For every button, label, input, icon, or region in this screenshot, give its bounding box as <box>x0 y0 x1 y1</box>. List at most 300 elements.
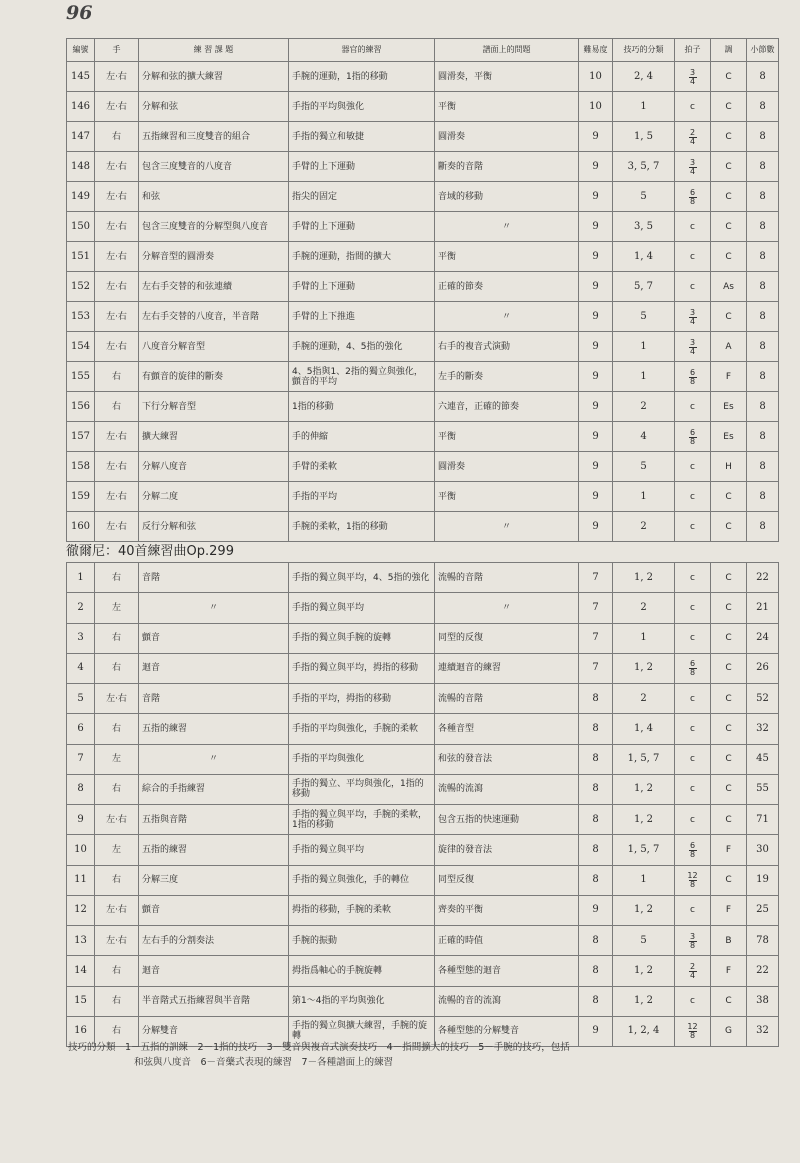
exercise-number: 11 <box>67 865 95 895</box>
hand-cell: 右 <box>95 774 139 804</box>
column-header: 拍子 <box>675 39 711 62</box>
topic-cell: 包含三度雙音的分解型與八度音 <box>139 212 289 242</box>
hand-cell: 左·右 <box>95 92 139 122</box>
score-cell: 圓滑奏 <box>435 452 579 482</box>
fraction: $\frac{6}{8}$ <box>689 840 696 859</box>
table-row <box>67 653 779 683</box>
topic-cell: 八度音分解音型 <box>139 332 289 362</box>
key-cell: C <box>711 744 747 774</box>
exercise-number: 4 <box>67 653 95 683</box>
exercise-table-1 <box>66 38 779 542</box>
difficulty-cell: 7 <box>579 623 613 653</box>
topic-cell: 左右手交替的八度音，半音階 <box>139 302 289 332</box>
topic-cell: 五指與音階 <box>139 805 289 835</box>
hand-cell: 右 <box>95 563 139 593</box>
time-signature-cell: c <box>675 563 711 593</box>
table-row <box>67 835 779 865</box>
key-cell: B <box>711 926 747 956</box>
fraction: $\frac{6}{8}$ <box>689 367 696 386</box>
difficulty-cell: 9 <box>579 452 613 482</box>
time-signature-cell: c <box>675 684 711 714</box>
technique-cell: 1, 2 <box>613 895 675 925</box>
hand-cell: 左·右 <box>95 212 139 242</box>
exercise-number: 1 <box>67 563 95 593</box>
technique-cell: 2, 4 <box>613 62 675 92</box>
fraction: $\frac{3}{4}$ <box>689 67 696 86</box>
exercise-number: 157 <box>67 422 95 452</box>
time-signature-cell: c <box>675 212 711 242</box>
key-cell: A <box>711 332 747 362</box>
hand-cell: 左·右 <box>95 272 139 302</box>
difficulty-cell: 8 <box>579 986 613 1016</box>
bars-cell: 25 <box>747 895 779 925</box>
key-cell: C <box>711 182 747 212</box>
hand-cell: 左·右 <box>95 302 139 332</box>
score-cell: 〃 <box>435 212 579 242</box>
column-header: 技巧的分類 <box>613 39 675 62</box>
organ-cell: 手臂的上下運動 <box>289 152 435 182</box>
organ-cell: 手指的獨立與強化，手的轉位 <box>289 865 435 895</box>
key-cell: C <box>711 865 747 895</box>
topic-cell: 迴音 <box>139 956 289 986</box>
fraction: $\frac{2}{4}$ <box>689 961 696 980</box>
technique-cell: 1, 2, 4 <box>613 1016 675 1046</box>
organ-cell: 指尖的固定 <box>289 182 435 212</box>
hand-cell: 右 <box>95 392 139 422</box>
bars-cell: 32 <box>747 714 779 744</box>
difficulty-cell: 9 <box>579 182 613 212</box>
bars-cell: 8 <box>747 362 779 392</box>
difficulty-cell: 9 <box>579 512 613 542</box>
table-row <box>67 482 779 512</box>
score-cell: 和弦的發音法 <box>435 744 579 774</box>
key-cell: C <box>711 62 747 92</box>
score-cell: 平衡 <box>435 482 579 512</box>
hand-cell: 右 <box>95 1016 139 1046</box>
organ-cell: 手指的獨立和敏捷 <box>289 122 435 152</box>
topic-cell: 顫音 <box>139 623 289 653</box>
technique-cell: 1 <box>613 362 675 392</box>
key-cell: C <box>711 482 747 512</box>
key-cell: H <box>711 452 747 482</box>
column-header: 譜面上的問題 <box>435 39 579 62</box>
topic-cell: 分解二度 <box>139 482 289 512</box>
exercise-number: 7 <box>67 744 95 774</box>
exercise-number: 150 <box>67 212 95 242</box>
technique-cell: 2 <box>613 684 675 714</box>
hand-cell: 左·右 <box>95 684 139 714</box>
organ-cell: 手指的獨立、平均與強化，1指的移動 <box>289 774 435 804</box>
organ-cell: 手指的獨立與平均，手腕的柔軟，1指的移動 <box>289 805 435 835</box>
topic-cell: 分解八度音 <box>139 452 289 482</box>
table-row <box>67 92 779 122</box>
key-cell: F <box>711 362 747 392</box>
difficulty-cell: 7 <box>579 593 613 623</box>
exercise-number: 159 <box>67 482 95 512</box>
time-signature-cell: c <box>675 272 711 302</box>
bars-cell: 45 <box>747 744 779 774</box>
score-cell: 音域的移動 <box>435 182 579 212</box>
organ-cell: 手臂的柔軟 <box>289 452 435 482</box>
exercise-number: 158 <box>67 452 95 482</box>
exercise-number: 8 <box>67 774 95 804</box>
score-cell: 正確的時值 <box>435 926 579 956</box>
bars-cell: 8 <box>747 152 779 182</box>
bars-cell: 26 <box>747 653 779 683</box>
technique-cell: 2 <box>613 593 675 623</box>
difficulty-cell: 9 <box>579 212 613 242</box>
technique-cell: 1, 2 <box>613 653 675 683</box>
organ-cell: 手指的平均與強化，手腕的柔軟 <box>289 714 435 744</box>
technique-cell: 1 <box>613 865 675 895</box>
difficulty-cell: 9 <box>579 392 613 422</box>
difficulty-cell: 9 <box>579 152 613 182</box>
table-row <box>67 714 779 744</box>
technique-cell: 1, 2 <box>613 956 675 986</box>
time-signature-cell: c <box>675 452 711 482</box>
key-cell: C <box>711 684 747 714</box>
table-row <box>67 62 779 92</box>
technique-cell: 1 <box>613 482 675 512</box>
technique-cell: 1 <box>613 623 675 653</box>
hand-cell: 右 <box>95 623 139 653</box>
exercise-number: 148 <box>67 152 95 182</box>
difficulty-cell: 8 <box>579 714 613 744</box>
technique-cell: 5 <box>613 926 675 956</box>
technique-cell: 1, 5, 7 <box>613 835 675 865</box>
topic-cell: 左右手的分割奏法 <box>139 926 289 956</box>
key-cell: C <box>711 593 747 623</box>
time-signature-cell <box>675 122 711 152</box>
exercise-number: 160 <box>67 512 95 542</box>
section-title: 徹爾尼：40首練習曲Op.299 <box>66 544 234 559</box>
organ-cell: 第1～4指的平均與強化 <box>289 986 435 1016</box>
column-header: 難易度 <box>579 39 613 62</box>
score-cell: 各種型態的分解雙音 <box>435 1016 579 1046</box>
difficulty-cell: 9 <box>579 272 613 302</box>
bars-cell: 8 <box>747 122 779 152</box>
score-cell: 圓滑奏 <box>435 122 579 152</box>
technique-cell: 5, 7 <box>613 272 675 302</box>
table-row <box>67 272 779 302</box>
score-cell: 平衡 <box>435 92 579 122</box>
bars-cell: 22 <box>747 956 779 986</box>
exercise-number: 3 <box>67 623 95 653</box>
bars-cell: 30 <box>747 835 779 865</box>
key-cell: C <box>711 152 747 182</box>
score-cell: 包含五指的快速運動 <box>435 805 579 835</box>
table-row <box>67 182 779 212</box>
organ-cell: 手指的平均與強化 <box>289 744 435 774</box>
time-signature-cell <box>675 332 711 362</box>
organ-cell: 手腕的運動，4、5指的強化 <box>289 332 435 362</box>
bars-cell: 8 <box>747 272 779 302</box>
score-cell: 齊奏的平衡 <box>435 895 579 925</box>
exercise-number: 156 <box>67 392 95 422</box>
bars-cell: 8 <box>747 212 779 242</box>
exercise-number: 9 <box>67 805 95 835</box>
footnote-line-1: 技巧的分類 1－五指的訓練 2－1指的技巧 3－雙音與複音式演奏技巧 4－指間擴大的技巧 5－手腕的技巧，包括 <box>68 1042 570 1053</box>
organ-cell: 手臂的上下推進 <box>289 302 435 332</box>
topic-cell: 綜合的手指練習 <box>139 774 289 804</box>
hand-cell: 右 <box>95 714 139 744</box>
column-header: 調 <box>711 39 747 62</box>
difficulty-cell: 9 <box>579 122 613 152</box>
topic-cell: 分解雙音 <box>139 1016 289 1046</box>
key-cell: C <box>711 986 747 1016</box>
table-row <box>67 563 779 593</box>
topic-cell: 包含三度雙音的八度音 <box>139 152 289 182</box>
time-signature-cell: c <box>675 92 711 122</box>
table-row <box>67 392 779 422</box>
exercise-number: 151 <box>67 242 95 272</box>
time-signature-cell <box>675 62 711 92</box>
difficulty-cell: 10 <box>579 62 613 92</box>
table-row <box>67 512 779 542</box>
hand-cell: 右 <box>95 362 139 392</box>
exercise-number: 5 <box>67 684 95 714</box>
difficulty-cell: 10 <box>579 92 613 122</box>
topic-cell: 分解和弦 <box>139 92 289 122</box>
bars-cell: 71 <box>747 805 779 835</box>
topic-cell: 音階 <box>139 684 289 714</box>
page-number: 96 <box>66 2 93 24</box>
hand-cell: 左 <box>95 744 139 774</box>
bars-cell: 8 <box>747 92 779 122</box>
difficulty-cell: 8 <box>579 835 613 865</box>
exercise-number: 149 <box>67 182 95 212</box>
time-signature-cell <box>675 152 711 182</box>
footnote-line-2: 和弦與八度音 6－音藥式表現的練習 7－各種譜面上的練習 <box>134 1057 394 1068</box>
exercise-number: 154 <box>67 332 95 362</box>
difficulty-cell: 9 <box>579 362 613 392</box>
bars-cell: 8 <box>747 452 779 482</box>
difficulty-cell: 9 <box>579 332 613 362</box>
topic-cell: 分解三度 <box>139 865 289 895</box>
exercise-number: 15 <box>67 986 95 1016</box>
hand-cell: 左·右 <box>95 895 139 925</box>
fraction: $\frac{6}{8}$ <box>689 659 696 678</box>
exercise-number: 13 <box>67 926 95 956</box>
hand-cell: 左·右 <box>95 926 139 956</box>
key-cell: As <box>711 272 747 302</box>
difficulty-cell: 9 <box>579 302 613 332</box>
difficulty-cell: 9 <box>579 242 613 272</box>
key-cell: C <box>711 302 747 332</box>
organ-cell: 手腕的運動，1指的移動 <box>289 62 435 92</box>
table-row <box>67 986 779 1016</box>
key-cell: F <box>711 956 747 986</box>
technique-cell: 5 <box>613 452 675 482</box>
score-cell: 左手的斷奏 <box>435 362 579 392</box>
table-row <box>67 332 779 362</box>
organ-cell: 手臂的上下運動 <box>289 272 435 302</box>
time-signature-cell <box>675 422 711 452</box>
bars-cell: 8 <box>747 62 779 92</box>
time-signature-cell <box>675 182 711 212</box>
key-cell: C <box>711 512 747 542</box>
topic-cell: 五指的練習 <box>139 714 289 744</box>
technique-cell: 2 <box>613 392 675 422</box>
fraction: $\frac{3}{8}$ <box>689 931 696 950</box>
key-cell: C <box>711 805 747 835</box>
table-row <box>67 865 779 895</box>
hand-cell: 右 <box>95 122 139 152</box>
topic-cell: 擴大練習 <box>139 422 289 452</box>
topic-cell: 顫音 <box>139 895 289 925</box>
technique-cell: 1 <box>613 332 675 362</box>
table-row <box>67 774 779 804</box>
topic-cell: 〃 <box>139 744 289 774</box>
exercise-table-2 <box>66 562 779 1047</box>
time-signature-cell <box>675 956 711 986</box>
table-row <box>67 302 779 332</box>
organ-cell: 4、5指與1、2指的獨立與強化，顫音的平均 <box>289 362 435 392</box>
exercise-number: 2 <box>67 593 95 623</box>
difficulty-cell: 8 <box>579 805 613 835</box>
organ-cell: 手指的獨立與平均 <box>289 835 435 865</box>
organ-cell: 手指的獨立與平均，拇指的移動 <box>289 653 435 683</box>
time-signature-cell: c <box>675 895 711 925</box>
time-signature-cell <box>675 302 711 332</box>
time-signature-cell: c <box>675 593 711 623</box>
score-cell: 旋律的發音法 <box>435 835 579 865</box>
bars-cell: 8 <box>747 482 779 512</box>
technique-cell: 1 <box>613 92 675 122</box>
technique-cell: 1, 4 <box>613 714 675 744</box>
organ-cell: 手腕的振動 <box>289 926 435 956</box>
time-signature-cell: c <box>675 714 711 744</box>
key-cell: C <box>711 623 747 653</box>
fraction: $\frac{3}{4}$ <box>689 337 696 356</box>
organ-cell: 手指的獨立與平均，4、5指的強化 <box>289 563 435 593</box>
topic-cell: 有顫音的旋律的斷奏 <box>139 362 289 392</box>
bars-cell: 8 <box>747 392 779 422</box>
difficulty-cell: 7 <box>579 653 613 683</box>
organ-cell: 拇指爲軸心的手腕旋轉 <box>289 956 435 986</box>
column-header: 器官的練習 <box>289 39 435 62</box>
difficulty-cell: 8 <box>579 956 613 986</box>
table-row <box>67 926 779 956</box>
technique-cell: 3, 5, 7 <box>613 152 675 182</box>
bars-cell: 8 <box>747 242 779 272</box>
technique-cell: 1, 2 <box>613 563 675 593</box>
time-signature-cell: c <box>675 392 711 422</box>
hand-cell: 左·右 <box>95 332 139 362</box>
table-row <box>67 623 779 653</box>
exercise-number: 16 <box>67 1016 95 1046</box>
table-row <box>67 212 779 242</box>
topic-cell: 分解和弦的擴大練習 <box>139 62 289 92</box>
organ-cell: 手指的平均與強化 <box>289 92 435 122</box>
score-cell: 〃 <box>435 302 579 332</box>
bars-cell: 38 <box>747 986 779 1016</box>
bars-cell: 52 <box>747 684 779 714</box>
hand-cell: 左·右 <box>95 482 139 512</box>
key-cell: C <box>711 563 747 593</box>
time-signature-cell: c <box>675 805 711 835</box>
bars-cell: 8 <box>747 422 779 452</box>
exercise-number: 152 <box>67 272 95 302</box>
hand-cell: 左 <box>95 593 139 623</box>
table-row <box>67 593 779 623</box>
hand-cell: 右 <box>95 986 139 1016</box>
fraction: $\frac{2}{4}$ <box>689 127 696 146</box>
score-cell: 流暢的音階 <box>435 684 579 714</box>
score-cell: 流暢的流瀉 <box>435 774 579 804</box>
column-header: 手 <box>95 39 139 62</box>
score-cell: 同型反復 <box>435 865 579 895</box>
score-cell: 〃 <box>435 593 579 623</box>
hand-cell: 左·右 <box>95 512 139 542</box>
difficulty-cell: 9 <box>579 895 613 925</box>
table-row <box>67 362 779 392</box>
technique-cell: 4 <box>613 422 675 452</box>
topic-cell: 反行分解和弦 <box>139 512 289 542</box>
difficulty-cell: 8 <box>579 684 613 714</box>
table-row <box>67 452 779 482</box>
table-row <box>67 805 779 835</box>
organ-cell: 手腕的柔軟，1指的移動 <box>289 512 435 542</box>
exercise-number: 14 <box>67 956 95 986</box>
difficulty-cell: 9 <box>579 482 613 512</box>
key-cell: C <box>711 122 747 152</box>
hand-cell: 左·右 <box>95 62 139 92</box>
time-signature-cell: c <box>675 482 711 512</box>
fraction: $\frac{12}{8}$ <box>687 871 698 890</box>
exercise-number: 10 <box>67 835 95 865</box>
difficulty-cell: 9 <box>579 1016 613 1046</box>
score-cell: 斷奏的音階 <box>435 152 579 182</box>
exercise-number: 153 <box>67 302 95 332</box>
exercise-number: 145 <box>67 62 95 92</box>
fraction: $\frac{6}{8}$ <box>689 427 696 446</box>
bars-cell: 8 <box>747 512 779 542</box>
hand-cell: 右 <box>95 956 139 986</box>
table-row <box>67 684 779 714</box>
key-cell: C <box>711 242 747 272</box>
organ-cell: 1指的移動 <box>289 392 435 422</box>
column-header: 小節數 <box>747 39 779 62</box>
table-row <box>67 895 779 925</box>
hand-cell: 左·右 <box>95 805 139 835</box>
table-row <box>67 744 779 774</box>
exercise-number: 6 <box>67 714 95 744</box>
exercise-number: 155 <box>67 362 95 392</box>
hand-cell: 右 <box>95 653 139 683</box>
difficulty-cell: 7 <box>579 563 613 593</box>
fraction: $\frac{6}{8}$ <box>689 187 696 206</box>
score-cell: 圓滑奏，平衡 <box>435 62 579 92</box>
score-cell: 流暢的音階 <box>435 563 579 593</box>
hand-cell: 左·右 <box>95 452 139 482</box>
fraction: $\frac{3}{4}$ <box>689 157 696 176</box>
bars-cell: 8 <box>747 182 779 212</box>
technique-cell: 3, 5 <box>613 212 675 242</box>
fraction: $\frac{3}{4}$ <box>689 307 696 326</box>
technique-cell: 5 <box>613 182 675 212</box>
exercise-number: 12 <box>67 895 95 925</box>
technique-cell: 1, 5, 7 <box>613 744 675 774</box>
technique-cell: 1, 2 <box>613 805 675 835</box>
bars-cell: 55 <box>747 774 779 804</box>
technique-cell: 5 <box>613 302 675 332</box>
key-cell: C <box>711 212 747 242</box>
score-cell: 同型的反復 <box>435 623 579 653</box>
organ-cell: 手指的平均，拇指的移動 <box>289 684 435 714</box>
bars-cell: 8 <box>747 332 779 362</box>
score-cell: 平衡 <box>435 422 579 452</box>
